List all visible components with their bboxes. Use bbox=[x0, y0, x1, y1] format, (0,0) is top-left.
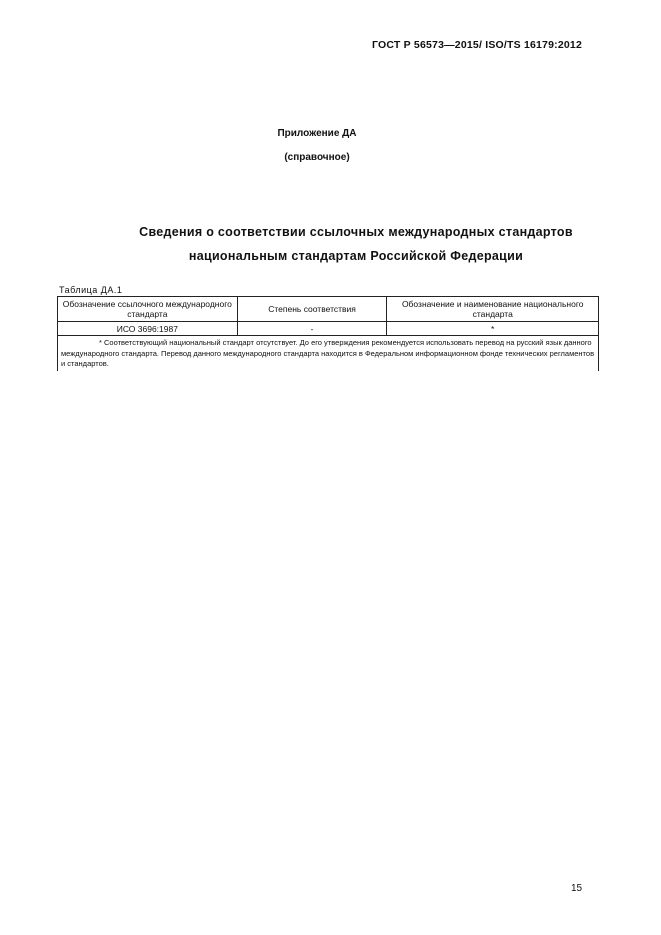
appendix-subtitle: (справочное) bbox=[284, 152, 350, 163]
table-footnote-text: * Соответствующий национальный стандарт отсутствует. До его утверждения рекомендуется использовать перевод на русский язык данного международного стандарта. Перевод данного международного стандарта находится в Федеральном информационном фонде технических регламентов и стандартов. bbox=[61, 338, 595, 368]
cell-international-standard: ИСО 3696:1987 bbox=[58, 322, 238, 336]
cell-national-standard: * bbox=[387, 322, 599, 336]
table-footnote-cell bbox=[58, 336, 599, 371]
table-row bbox=[58, 322, 599, 336]
column-header-degree-of-correspondence: Степень соответствия bbox=[237, 297, 387, 322]
column-header-international-standard: Обозначение ссылочного международного стандарта bbox=[58, 297, 238, 322]
table-caption: Таблица ДА.1 bbox=[59, 285, 123, 295]
section-title-line-2: национальным стандартам Российской Федерации bbox=[188, 249, 524, 263]
column-header-national-standard: Обозначение и наименование национального стандарта bbox=[387, 297, 599, 322]
appendix-title: Приложение ДА bbox=[277, 128, 357, 139]
page-number: 15 bbox=[571, 883, 583, 894]
table-header-row bbox=[58, 297, 599, 322]
document-header-code: ГОСТ Р 56573—2015/ ISO/TS 16179:2012 bbox=[371, 39, 582, 51]
correspondence-table bbox=[57, 296, 599, 371]
cell-degree-of-correspondence: - bbox=[237, 322, 387, 336]
table-footnote-row bbox=[58, 336, 599, 371]
section-title-line-1: Сведения о соответствии ссылочных международных стандартов bbox=[139, 225, 573, 239]
